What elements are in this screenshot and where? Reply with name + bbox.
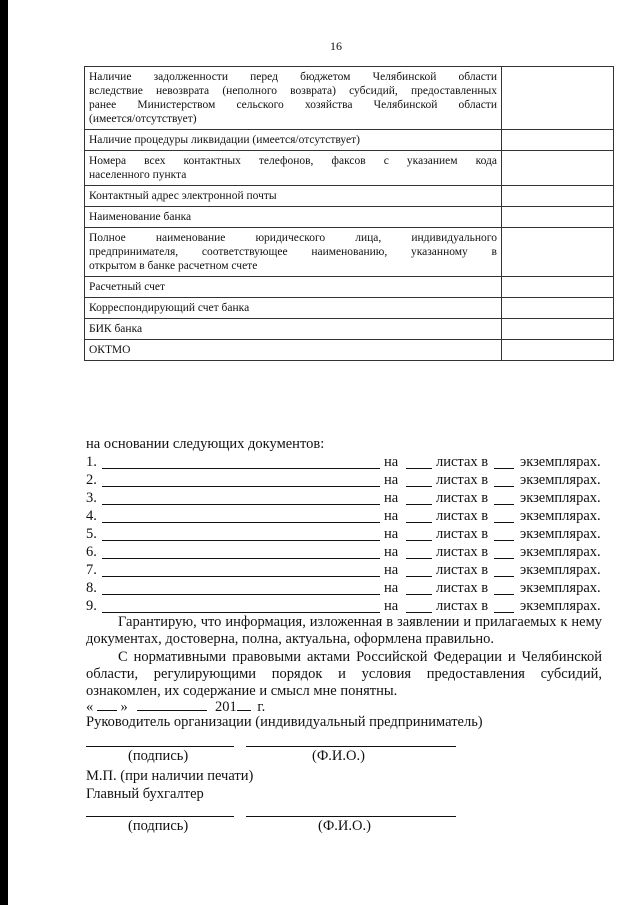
info-table-row bbox=[85, 151, 614, 186]
document-copies-field[interactable] bbox=[494, 612, 514, 613]
document-sheets-label: листах в bbox=[436, 580, 489, 596]
leader-fio-line[interactable] bbox=[246, 746, 456, 747]
info-table-row bbox=[85, 228, 614, 277]
info-label-line: ОКТМО bbox=[89, 344, 131, 356]
info-label-cell bbox=[85, 130, 502, 151]
document-copies-label: экземплярах. bbox=[520, 508, 601, 524]
document-sheets-label: листах в bbox=[436, 508, 489, 524]
info-label-line: предпринимателя, соответствующее наименованию, указанному в bbox=[89, 246, 497, 258]
leader-signature-line[interactable] bbox=[86, 746, 234, 747]
document-name-field[interactable] bbox=[102, 486, 380, 487]
document-line bbox=[86, 543, 602, 561]
document-copies-label: экземплярах. bbox=[520, 544, 601, 560]
date-year-prefix: 201 bbox=[215, 699, 237, 715]
info-value-cell[interactable] bbox=[502, 67, 614, 130]
date-open-quote: « bbox=[86, 699, 94, 715]
accountant-signature-line[interactable] bbox=[86, 816, 234, 817]
info-label-cell bbox=[85, 67, 502, 130]
documents-intro: на основании следующих документов: bbox=[86, 436, 325, 452]
info-label-line: Контактный адрес электронной почты bbox=[89, 190, 277, 202]
document-number: 8. bbox=[86, 580, 97, 596]
info-label-line: Расчетный счет bbox=[89, 281, 165, 293]
info-table-row bbox=[85, 298, 614, 319]
document-sheets-field[interactable] bbox=[406, 576, 432, 577]
document-on-label: на bbox=[384, 454, 399, 470]
info-label-line: населенного пункта bbox=[89, 169, 187, 181]
document-sheets-field[interactable] bbox=[406, 486, 432, 487]
date-close-quote: » bbox=[120, 699, 128, 715]
info-label-cell bbox=[85, 277, 502, 298]
date-month-field[interactable] bbox=[137, 697, 207, 711]
document-sheets-label: листах в bbox=[436, 472, 489, 488]
info-table-row bbox=[85, 277, 614, 298]
document-name-field[interactable] bbox=[102, 558, 380, 559]
document-sheets-field[interactable] bbox=[406, 522, 432, 523]
document-name-field[interactable] bbox=[102, 468, 380, 469]
info-label-cell bbox=[85, 228, 502, 277]
document-line bbox=[86, 525, 602, 543]
document-copies-field[interactable] bbox=[494, 468, 514, 469]
document-line bbox=[86, 561, 602, 579]
info-label-line: Полное наименование юридического лица, индивидуального bbox=[89, 232, 497, 244]
document-copies-label: экземплярах. bbox=[520, 490, 601, 506]
document-line bbox=[86, 507, 602, 525]
document-copies-label: экземплярах. bbox=[520, 472, 601, 488]
document-number: 6. bbox=[86, 544, 97, 560]
document-on-label: на bbox=[384, 580, 399, 596]
info-table-row bbox=[85, 67, 614, 130]
document-line bbox=[86, 471, 602, 489]
info-label-line: Номера всех контактных телефонов, факсов с указанием кода bbox=[89, 155, 497, 167]
document-copies-label: экземплярах. bbox=[520, 598, 601, 614]
info-label-cell bbox=[85, 319, 502, 340]
document-sheets-label: листах в bbox=[436, 598, 489, 614]
document-copies-label: экземплярах. bbox=[520, 526, 601, 542]
scan-edge-bar bbox=[0, 0, 8, 905]
info-table-row bbox=[85, 319, 614, 340]
accountant-signature-caption: (подпись) bbox=[128, 818, 189, 834]
document-name-field[interactable] bbox=[102, 540, 380, 541]
info-label-line: Наименование банка bbox=[89, 211, 192, 223]
info-value-cell[interactable] bbox=[502, 130, 614, 151]
document-copies-label: экземплярах. bbox=[520, 580, 601, 596]
document-name-field[interactable] bbox=[102, 576, 380, 577]
document-on-label: на bbox=[384, 490, 399, 506]
document-on-label: на bbox=[384, 472, 399, 488]
date-day-field[interactable] bbox=[97, 697, 117, 711]
info-label-line: (имеется/отсутствует) bbox=[89, 113, 197, 125]
page-number: 16 bbox=[330, 39, 342, 53]
document-copies-field[interactable] bbox=[494, 558, 514, 559]
document-number: 4. bbox=[86, 508, 97, 524]
document-on-label: на bbox=[384, 526, 399, 542]
document-copies-field[interactable] bbox=[494, 522, 514, 523]
info-label-line: Наличие задолженности перед бюджетом Челябинской области bbox=[89, 71, 497, 83]
leader-label: Руководитель организации (индивидуальный предприниматель) bbox=[86, 714, 483, 730]
document-on-label: на bbox=[384, 508, 399, 524]
document-sheets-field[interactable] bbox=[406, 558, 432, 559]
document-copies-field[interactable] bbox=[494, 504, 514, 505]
document-name-field[interactable] bbox=[102, 504, 380, 505]
info-value-cell[interactable] bbox=[502, 319, 614, 340]
info-value-cell[interactable] bbox=[502, 186, 614, 207]
document-name-field[interactable] bbox=[102, 612, 380, 613]
date-year-suffix: г. bbox=[257, 699, 266, 715]
document-number: 1. bbox=[86, 454, 97, 470]
document-copies-label: экземплярах. bbox=[520, 454, 601, 470]
document-number: 3. bbox=[86, 490, 97, 506]
document-copies-label: экземплярах. bbox=[520, 562, 601, 578]
info-table-row bbox=[85, 340, 614, 361]
document-sheets-field[interactable] bbox=[406, 468, 432, 469]
document-line bbox=[86, 579, 602, 597]
info-label-line: Наличие процедуры ликвидации (имеется/отсутствует) bbox=[89, 134, 360, 146]
info-value-cell[interactable] bbox=[502, 340, 614, 361]
info-label-cell bbox=[85, 207, 502, 228]
document-sheets-label: листах в bbox=[436, 544, 489, 560]
info-value-cell[interactable] bbox=[502, 298, 614, 319]
document-sheets-field[interactable] bbox=[406, 612, 432, 613]
document-number: 2. bbox=[86, 472, 97, 488]
leader-fio-caption: (Ф.И.О.) bbox=[312, 748, 365, 764]
acquainted-paragraph: С нормативными правовыми актами Российской Федерации и Челябинской области, регулирующими порядок и условия предоставления субсидий, ознакомлен, их содержание и смысл мне понятны. bbox=[86, 649, 602, 699]
info-label-cell bbox=[85, 151, 502, 186]
info-value-cell[interactable] bbox=[502, 277, 614, 298]
document-sheets-field[interactable] bbox=[406, 594, 432, 595]
document-on-label: на bbox=[384, 544, 399, 560]
document-line bbox=[86, 597, 602, 615]
documents-list bbox=[86, 453, 602, 615]
accountant-fio-caption: (Ф.И.О.) bbox=[318, 818, 371, 834]
info-value-cell[interactable] bbox=[502, 207, 614, 228]
document-copies-field[interactable] bbox=[494, 540, 514, 541]
document-number: 5. bbox=[86, 526, 97, 542]
accountant-fio-line[interactable] bbox=[246, 816, 456, 817]
date-year-field[interactable] bbox=[237, 697, 251, 711]
info-label-line: вследствие невозврата (неполного возврата) субсидий, предоставленных bbox=[89, 85, 497, 97]
info-value-cell[interactable] bbox=[502, 228, 614, 277]
document-number: 7. bbox=[86, 562, 97, 578]
document-on-label: на bbox=[384, 598, 399, 614]
document-number: 9. bbox=[86, 598, 97, 614]
document-name-field[interactable] bbox=[102, 594, 380, 595]
document-sheets-label: листах в bbox=[436, 454, 489, 470]
info-label-line: Корреспондирующий счет банка bbox=[89, 302, 250, 314]
document-sheets-field[interactable] bbox=[406, 540, 432, 541]
document-sheets-label: листах в bbox=[436, 562, 489, 578]
info-label-line: ранее Министерством сельского хозяйства Челябинской области bbox=[89, 99, 497, 111]
document-sheets-label: листах в bbox=[436, 526, 489, 542]
document-sheets-label: листах в bbox=[436, 490, 489, 506]
applicant-info-table bbox=[84, 66, 614, 361]
document-name-field[interactable] bbox=[102, 522, 380, 523]
info-table-row bbox=[85, 207, 614, 228]
info-value-cell[interactable] bbox=[502, 151, 614, 186]
stamp-label: М.П. (при наличии печати) bbox=[86, 768, 254, 784]
document-copies-field[interactable] bbox=[494, 486, 514, 487]
document-copies-field[interactable] bbox=[494, 576, 514, 577]
document-copies-field[interactable] bbox=[494, 594, 514, 595]
document-line bbox=[86, 489, 602, 507]
document-sheets-field[interactable] bbox=[406, 504, 432, 505]
document-on-label: на bbox=[384, 562, 399, 578]
chief-accountant-label: Главный бухгалтер bbox=[86, 786, 204, 802]
info-table-row bbox=[85, 186, 614, 207]
info-label-line: открытом в банке расчетном счете bbox=[89, 260, 258, 272]
info-label-cell bbox=[85, 340, 502, 361]
info-label-cell bbox=[85, 298, 502, 319]
guarantee-paragraph: Гарантирую, что информация, изложенная в заявлении и прилагаемых к нему документах, достоверна, полна, актуальна, оформлена правильно. bbox=[86, 614, 602, 647]
info-label-cell bbox=[85, 186, 502, 207]
leader-signature-caption: (подпись) bbox=[128, 748, 189, 764]
document-line bbox=[86, 453, 602, 471]
info-table-row bbox=[85, 130, 614, 151]
info-label-line: БИК банка bbox=[89, 323, 143, 335]
